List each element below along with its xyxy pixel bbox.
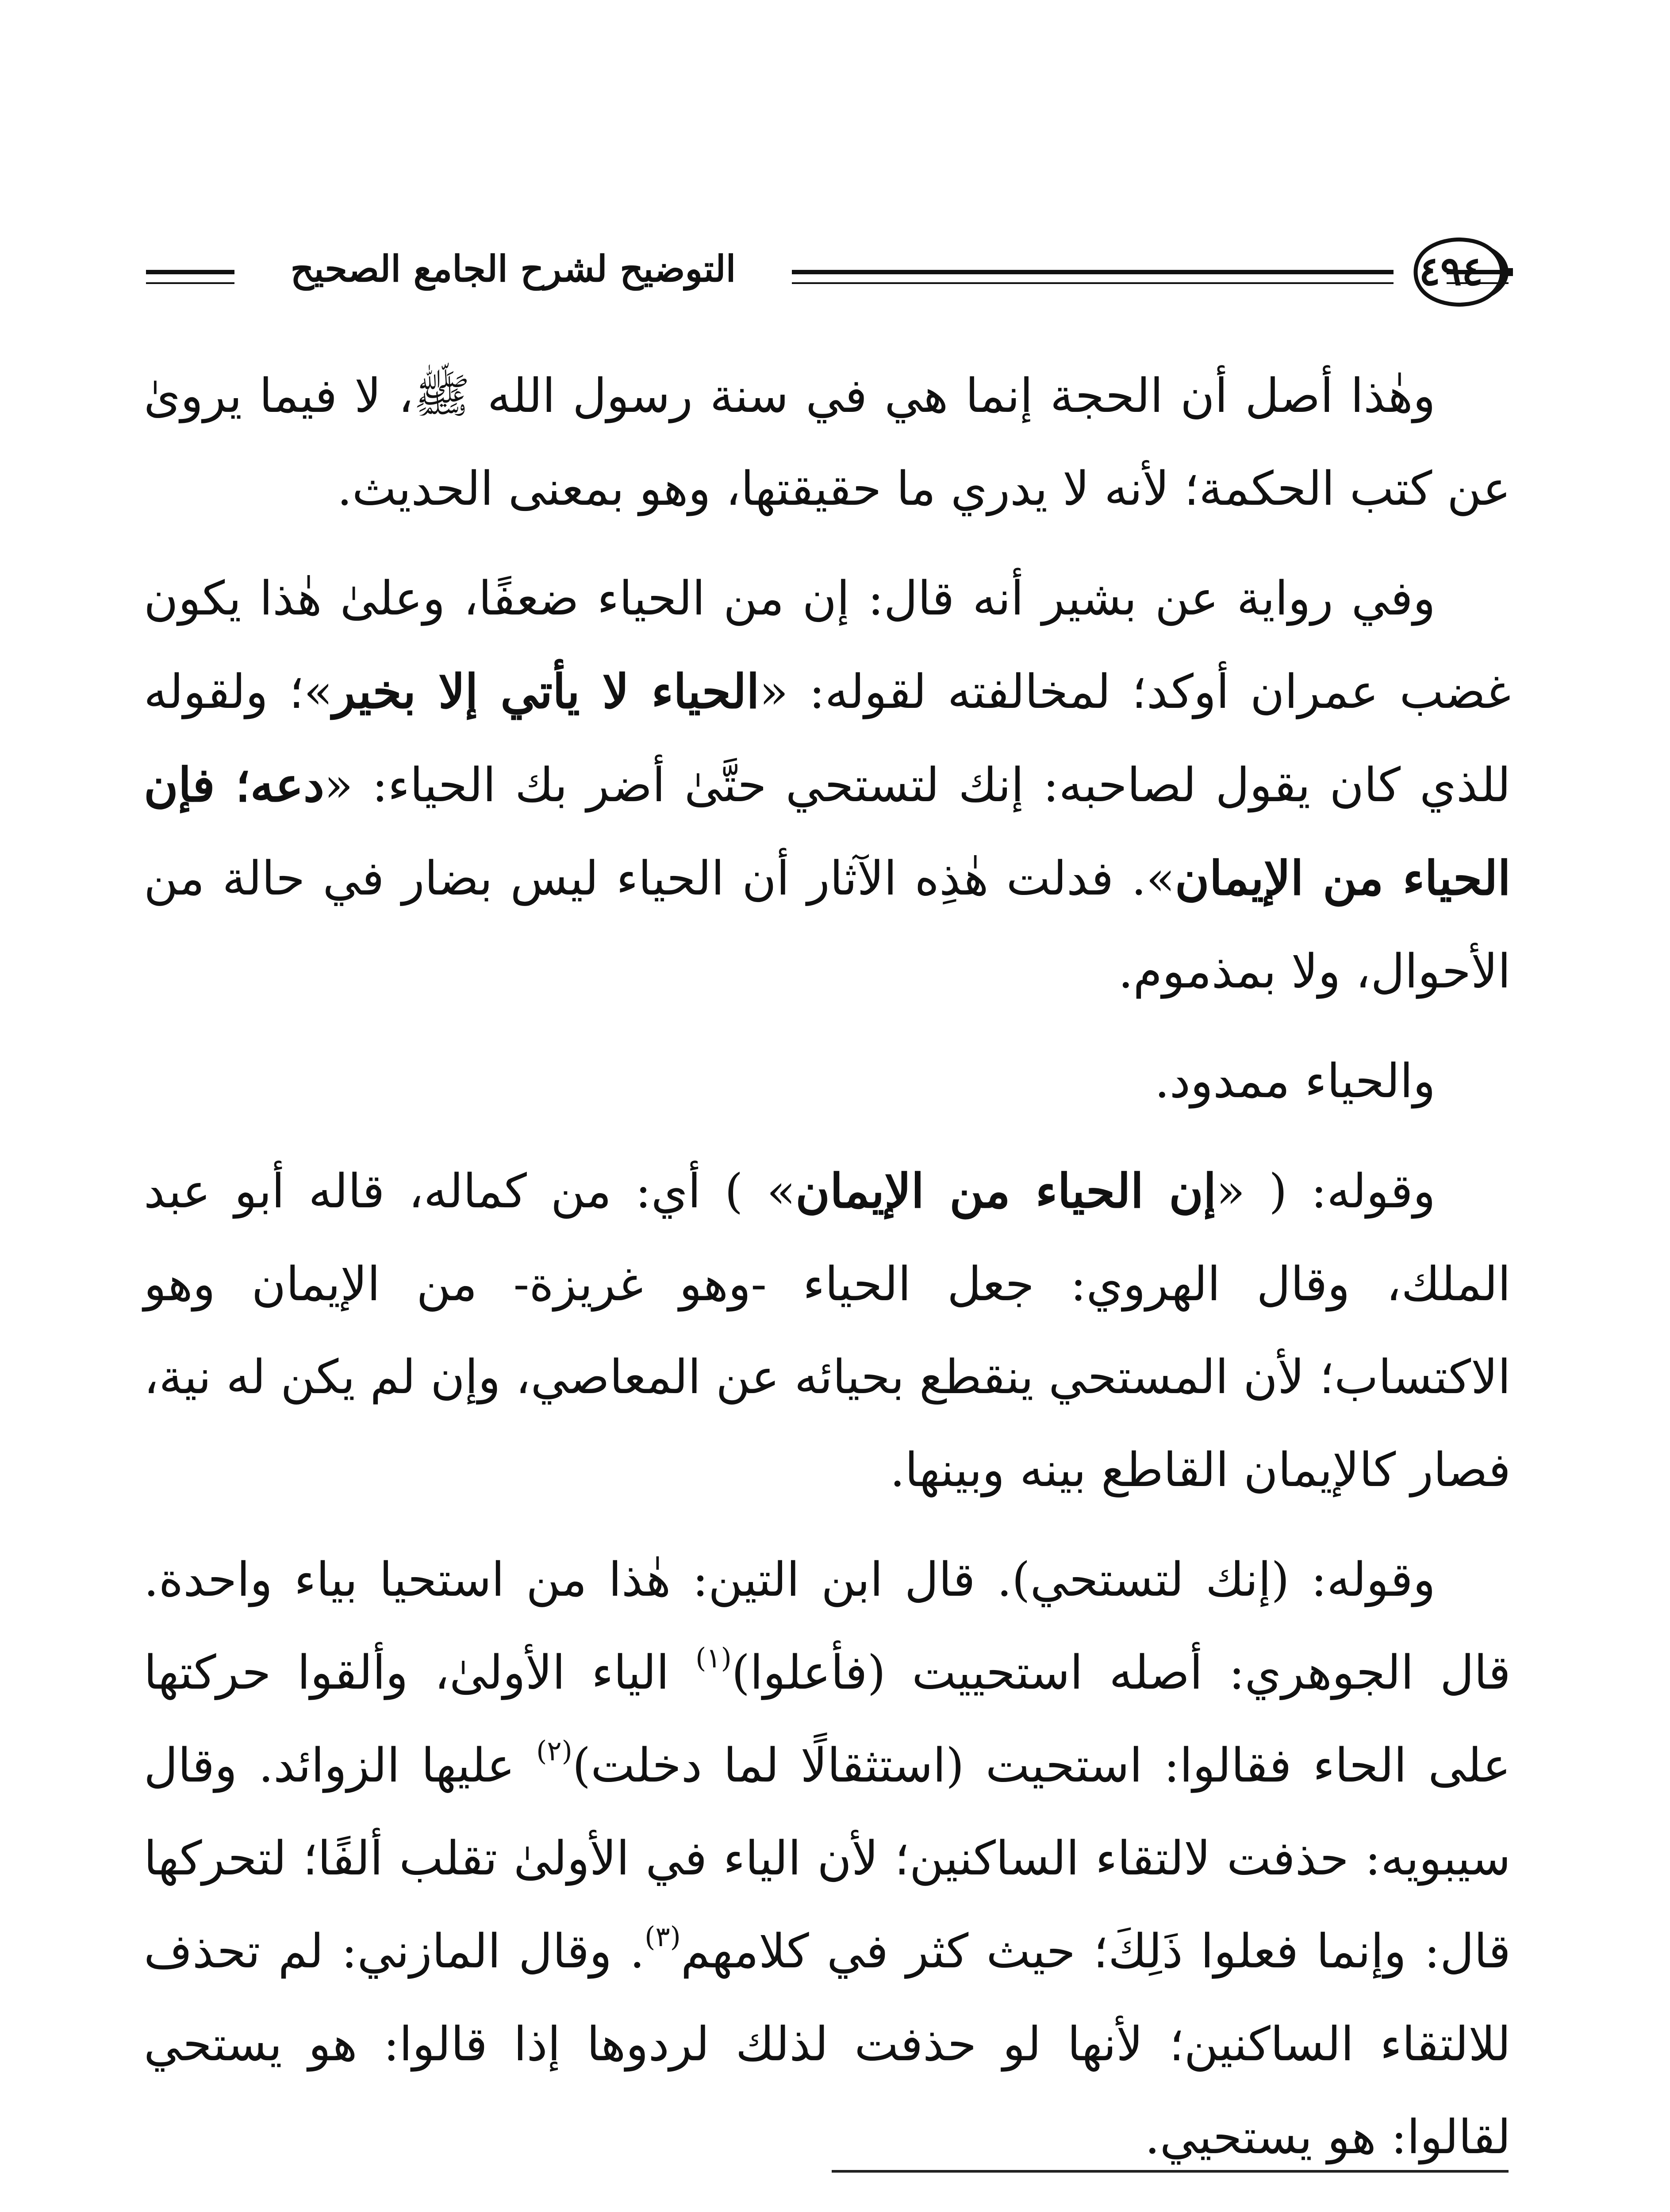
- hadith-quote-2: دعه؛ فإن الحياء من الإيمان: [144, 757, 1511, 906]
- main-text: [144, 349, 1511, 2200]
- paragraph-5-text-d: . وقال المازني: لم تحذف للالتقاء الساكنين؛ لأنها لو حذفت لذلك لردوها إذا قالوا: هو يستحي لقالوا: هو يستحيي.: [144, 1924, 1511, 2164]
- paragraph-3-text: والحياء ممدود.: [1155, 1054, 1436, 1108]
- paragraph-3: [144, 1035, 1511, 1128]
- page-number: ٤٩٤: [1419, 248, 1483, 295]
- paragraph-5-text-c: عليها الزوائد. وقال سيبويه: حذفت لالتقاء الساكنين؛ لأن الياء في الأولىٰ تقلب ألفًا؛ لتحركها قال: وإنما فعلوا ذَلِكَ؛ حيث كثر في كلامهم: [144, 1738, 1511, 1978]
- running-title: التوضيح لشرح الجامع الصحيح: [290, 248, 736, 290]
- paragraph-5-text-a: وقوله: (إنك لتستحي). قال ابن التين: هٰذا من استحيا بياء واحدة. قال الجوهري: أصله استحييت (فأعلوا): [144, 1552, 1511, 1700]
- paragraph-2-text-a: وفي رواية عن بشير أنه قال: إن من الحياء ضعفًا، وعلىٰ هٰذا يكون غضب عمران أوكد؛ لمخالفته لقوله: «: [144, 571, 1511, 719]
- paragraph-4-text-c: » ) أي: من كماله، قاله أبو عبد الملك، وقال الهروي: جعل الحياء -وهو غريزة- من الإيمان وهو الاكتساب؛ لأن المستحي ينقطع بحيائه عن المعاصي، وإن لم يكن له نية، فصار كالإيمان القاطع بينه وبينها.: [144, 1164, 1511, 1497]
- header-rule-left: [146, 270, 234, 284]
- footnote-ref-1[interactable]: (١): [695, 1642, 732, 1674]
- hadith-quote-1: الحياء لا يأتي إلا بخير: [332, 664, 760, 719]
- paragraph-2-text-e: ». فدلت هٰذِه الآثار أن الحياء ليس بضار في حالة من الأحوال، ولا بمذموم.: [144, 851, 1511, 998]
- footnote-ref-2[interactable]: (٢): [536, 1735, 572, 1767]
- header-rule-right: [1447, 270, 1509, 284]
- page-header: [146, 230, 1509, 327]
- header-rule-middle: [792, 270, 1394, 284]
- paragraph-1-text: وهٰذا أصل أن الحجة إنما هي في سنة رسول الله ﷺ، لا فيما يروىٰ عن كتب الحكمة؛ لأنه لا يدري ما حقيقتها، وهو بمعنى الحديث.: [144, 369, 1511, 516]
- footnote-ref-3[interactable]: (٣): [645, 1920, 681, 1953]
- footnote-text: [1094, 2205, 1433, 2212]
- footnote-1: [146, 2205, 1509, 2212]
- footnote-number: [1451, 2205, 1509, 2212]
- footnotes: [146, 2205, 1509, 2212]
- paragraph-5: [144, 1533, 1511, 2184]
- paragraph-2: [144, 552, 1511, 1018]
- paragraph-4-text-a: وقوله: ( «: [1216, 1164, 1436, 1218]
- hadith-quote-3: إن الحياء من الإيمان: [795, 1163, 1217, 1218]
- paragraph-4: [144, 1144, 1511, 1517]
- paragraph-5-text-b: الياء الأولىٰ، وألقوا حركتها على الحاء فقالوا: استحيت (استثقالًا لما دخلت): [144, 1645, 1511, 1793]
- footnote-separator: [832, 2170, 1509, 2173]
- paragraph-1: [144, 349, 1511, 535]
- paragraph-2-text-c: »؛ ولقوله للذي كان يقول لصاحبه: إنك لتستحي حتَّىٰ أضر بك الحياء: «: [144, 664, 1511, 812]
